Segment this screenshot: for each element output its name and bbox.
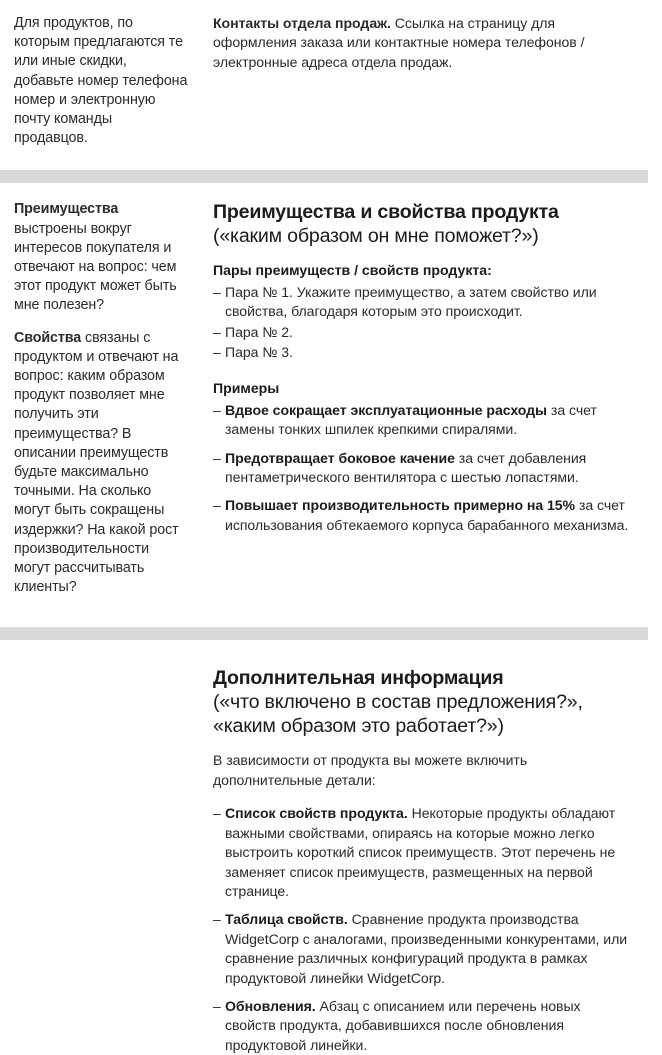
main-column-additional	[206, 666, 662, 1055]
section-sales-contacts	[0, 0, 662, 148]
list-item	[213, 804, 632, 901]
additional-heading-line3: «каким образом это работает?»)	[213, 715, 504, 738]
list-item	[213, 449, 632, 488]
dash-icon: –	[213, 497, 221, 514]
item-lead: Таблица свойств.	[225, 911, 348, 928]
dash-icon: –	[213, 911, 221, 928]
dash-icon: –	[213, 805, 221, 822]
dash-icon: –	[213, 997, 221, 1014]
sales-contacts-lead: Контакты отдела продаж.	[213, 15, 391, 31]
item-lead: Обновления.	[225, 997, 316, 1014]
list-item	[213, 997, 632, 1055]
pair-text: Пара № 2.	[225, 323, 293, 340]
sidebar-column-sales-contacts	[0, 14, 206, 148]
additional-items-list	[213, 804, 632, 1055]
main-column-benefits	[206, 200, 662, 535]
pairs-title: Пары преимуществ / свойств продукта:	[213, 262, 492, 279]
item-rest: Сравнение продукта производства WidgetCorp с аналогами, произведенными конкурентами, или сравнение различных конфигураций продукта в рамках продуктовой линейки WidgetCorp.	[225, 911, 628, 986]
dash-icon: –	[213, 449, 221, 466]
pair-text: Пара № 3.	[225, 344, 293, 361]
sidebar-note-benefits	[14, 200, 188, 315]
list-item	[213, 323, 632, 342]
example-rest: за счет добавления пентаметрического вентилятора с шестью лопастями.	[225, 449, 587, 486]
list-item	[213, 401, 632, 440]
example-rest: за счет использования обтекаемого корпуса барабанного механизма.	[225, 497, 629, 533]
list-item	[213, 910, 632, 988]
main-column-sales-contacts	[206, 14, 662, 83]
item-rest: Некоторые продукты обладают важными свойствами, опираясь на которые можно легко выстроить короткий список преимуществ. Этот перечень не заменяет список преимуществ, размещенных на первой странице.	[225, 805, 616, 899]
dash-icon: –	[213, 344, 221, 361]
dash-icon: –	[213, 323, 221, 340]
section-divider-band-1	[0, 170, 648, 183]
example-lead: Повышает производительность примерно на 15%	[225, 497, 576, 514]
dash-icon: –	[213, 283, 221, 300]
sidebar-benefits-lead: Преимущества	[14, 201, 119, 218]
list-item	[213, 496, 632, 535]
example-lead: Вдвое сокращает эксплуатационные расходы	[225, 401, 548, 418]
item-lead: Список свойств продукта.	[225, 805, 408, 822]
sales-contacts-paragraph	[213, 14, 632, 72]
spacer-above-band-1	[0, 148, 662, 170]
sales-contacts-body: Ссылка на страницу для оформления заказа или контактные номера телефонов / электронные адреса отдела продаж.	[213, 15, 585, 70]
benefits-heading-line2: («каким образом он мне поможет?»)	[213, 225, 539, 248]
sidebar-column-benefits	[0, 200, 206, 597]
dash-icon: –	[213, 401, 221, 418]
list-item	[213, 343, 632, 362]
example-rest: за счет замены тонких шпилек крепкими спиралями.	[225, 401, 597, 438]
examples-list	[213, 401, 632, 535]
pairs-list	[213, 283, 632, 363]
additional-intro: В зависимости от продукта вы можете включить дополнительные детали:	[213, 752, 528, 788]
benefits-heading-line1: Преимущества и свойства продукта	[213, 201, 559, 224]
sidebar-features-rest: связаны с продуктом и отвечают на вопрос: каким образом продукт позволяет мне получить эти преимущества? В описании преимуществ будьте максимально точными. На сколько могут быть сокращены издержки? На какой рост производительности могут рассчитывать клиенты?	[14, 329, 179, 596]
examples-title: Примеры	[213, 380, 280, 397]
section-divider-band-2	[0, 627, 648, 640]
sidebar-note-sales-contacts: Для продуктов, по которым предлагаются те или иные скидки, добавьте номер телефона номер и электронную почту команды продавцов.	[14, 15, 188, 147]
spacer-above-band-2	[0, 597, 662, 627]
sidebar-note-features	[14, 329, 188, 598]
section-additional-information	[0, 640, 662, 1055]
list-item	[213, 283, 632, 322]
item-rest: Абзац с описанием или перечень новых свойств продукта, добавившихся после обновления продуктовой линейки.	[225, 997, 581, 1053]
sidebar-features-lead: Свойства	[14, 329, 82, 346]
additional-heading-line2: («что включено в состав предложения?»,	[213, 691, 583, 714]
example-lead: Предотвращает боковое качение	[225, 449, 455, 466]
additional-heading-line1: Дополнительная информация	[213, 667, 504, 690]
section-benefits-and-features	[0, 183, 662, 597]
sidebar-benefits-rest: выстроены вокруг интересов покупателя и отвечают на вопрос: чем этот продукт может быть мне полезен?	[14, 220, 177, 314]
pair-text: Пара № 1. Укажите преимущество, а затем свойство или свойства, благодаря которым это происходит.	[225, 283, 597, 320]
